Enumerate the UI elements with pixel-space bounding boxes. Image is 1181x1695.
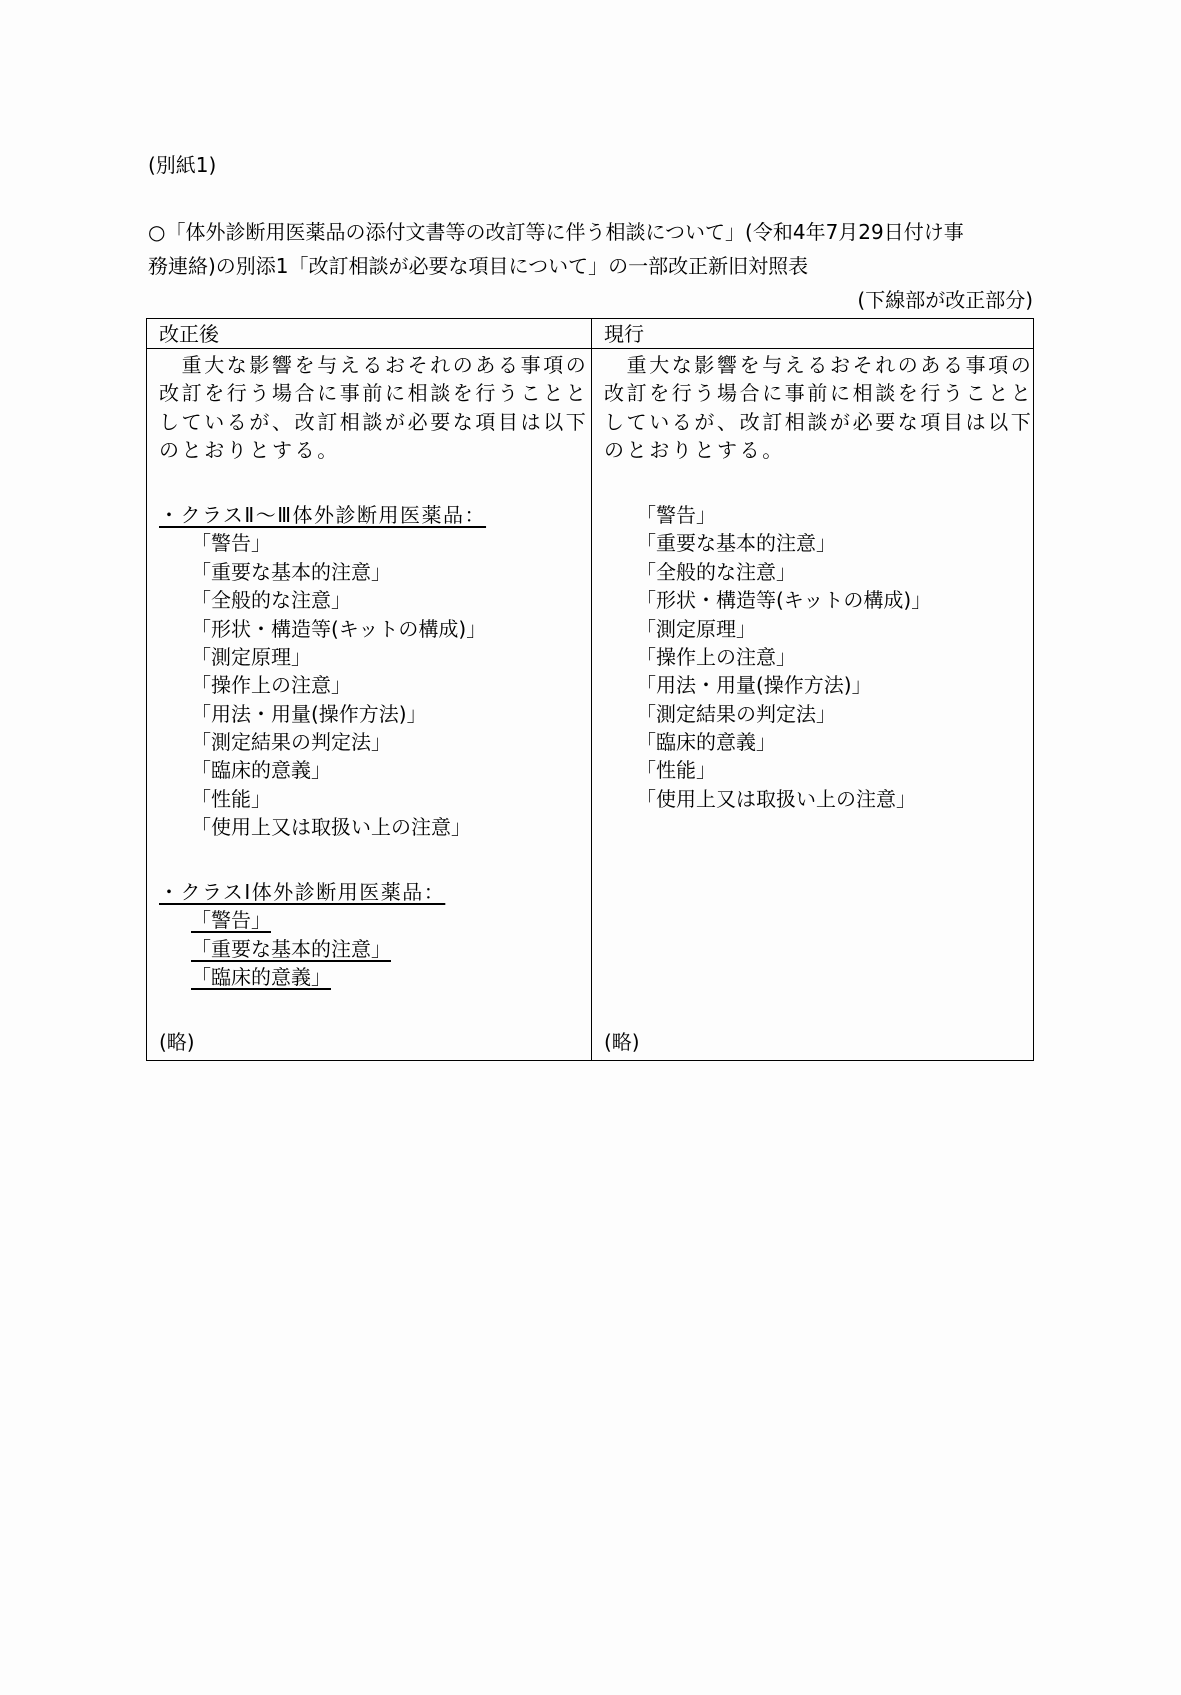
- list-item: 「臨床的意義」: [191, 758, 331, 783]
- list-item-added: [159, 963, 591, 991]
- list-item: 「操作上の注意」: [636, 644, 796, 669]
- list-item: 「測定結果の判定法」: [191, 730, 391, 755]
- class1-heading-row: [159, 878, 591, 906]
- list-item: 「臨床的意義」: [636, 730, 776, 755]
- class23-heading: ・クラスⅡ〜Ⅲ体外診断用医薬品：: [159, 502, 487, 527]
- current-body: [592, 349, 1033, 813]
- attachment-label: (別紙1): [148, 153, 217, 177]
- class1-heading: ・クラスⅠ体外診断用医薬品：: [159, 880, 446, 905]
- intro-line: 改訂を行う場合に事前に相談を行うことと: [604, 381, 1034, 406]
- list-item: 「使用上又は取扱い上の注意」: [636, 786, 916, 811]
- blank-line: [159, 465, 591, 493]
- intro-line: 改訂を行う場合に事前に相談を行うことと: [159, 381, 589, 406]
- added-item: 「重要な基本的注意」: [191, 936, 391, 961]
- list-item: 「重要な基本的注意」: [636, 531, 836, 556]
- list-item: 「測定結果の判定法」: [636, 701, 836, 726]
- list-item: 「性能」: [191, 786, 271, 811]
- intro-line: のとおりとする。: [604, 438, 785, 463]
- list-item: 「使用上又は取扱い上の注意」: [191, 815, 471, 840]
- revised-column: [147, 319, 592, 1060]
- list-item: 「警告」: [191, 531, 271, 556]
- list-item: 「形状・構造等(キットの構成)」: [636, 588, 932, 613]
- intro-line: 重大な影響を与えるおそれのある事項の: [159, 353, 589, 377]
- list-item: 「全般的な注意」: [636, 559, 796, 584]
- intro-line: しているが、改訂相談が必要な項目は以下: [159, 409, 589, 434]
- list-item: 「全般的な注意」: [191, 588, 351, 613]
- list-item: 「測定原理」: [191, 644, 311, 669]
- abbreviation-mark: (略): [604, 1030, 640, 1054]
- revised-header: 改正後: [147, 319, 591, 349]
- added-item: 「警告」: [191, 908, 271, 933]
- list-item: 「形状・構造等(キットの構成)」: [191, 616, 487, 641]
- blank-line: [604, 465, 1033, 493]
- intro-line: しているが、改訂相談が必要な項目は以下: [604, 409, 1034, 434]
- list-item: 「操作上の注意」: [191, 673, 351, 698]
- list-item: 「測定原理」: [636, 616, 756, 641]
- list-item-added: [159, 935, 591, 963]
- abbreviation-mark: (略): [159, 1030, 195, 1054]
- underline-note: (下線部が改正部分): [857, 288, 1033, 312]
- list-item: 「警告」: [636, 502, 716, 527]
- current-column: [592, 319, 1033, 1060]
- current-header: 現行: [592, 319, 1033, 349]
- intro-line: 重大な影響を与えるおそれのある事項の: [604, 353, 1034, 377]
- document-title-line-1: ○「体外診断用医薬品の添付文書等の改訂等に伴う相談について」(令和4年7月29日付け事: [148, 220, 964, 244]
- blank-line: [159, 842, 591, 870]
- revised-body: [147, 349, 591, 992]
- comparison-table: [146, 318, 1034, 1061]
- list-item: 「性能」: [636, 758, 716, 783]
- list-item-added: [159, 906, 591, 934]
- list-item: 「重要な基本的注意」: [191, 559, 391, 584]
- document-title-line-2: 務連絡)の別添1「改訂相談が必要な項目について」の一部改正新旧対照表: [148, 254, 809, 278]
- added-item: 「臨床的意義」: [191, 965, 331, 990]
- list-item: 「用法・用量(操作方法)」: [636, 673, 872, 698]
- list-item: 「用法・用量(操作方法)」: [191, 701, 427, 726]
- intro-line: のとおりとする。: [159, 438, 340, 463]
- class23-heading-row: [159, 501, 591, 529]
